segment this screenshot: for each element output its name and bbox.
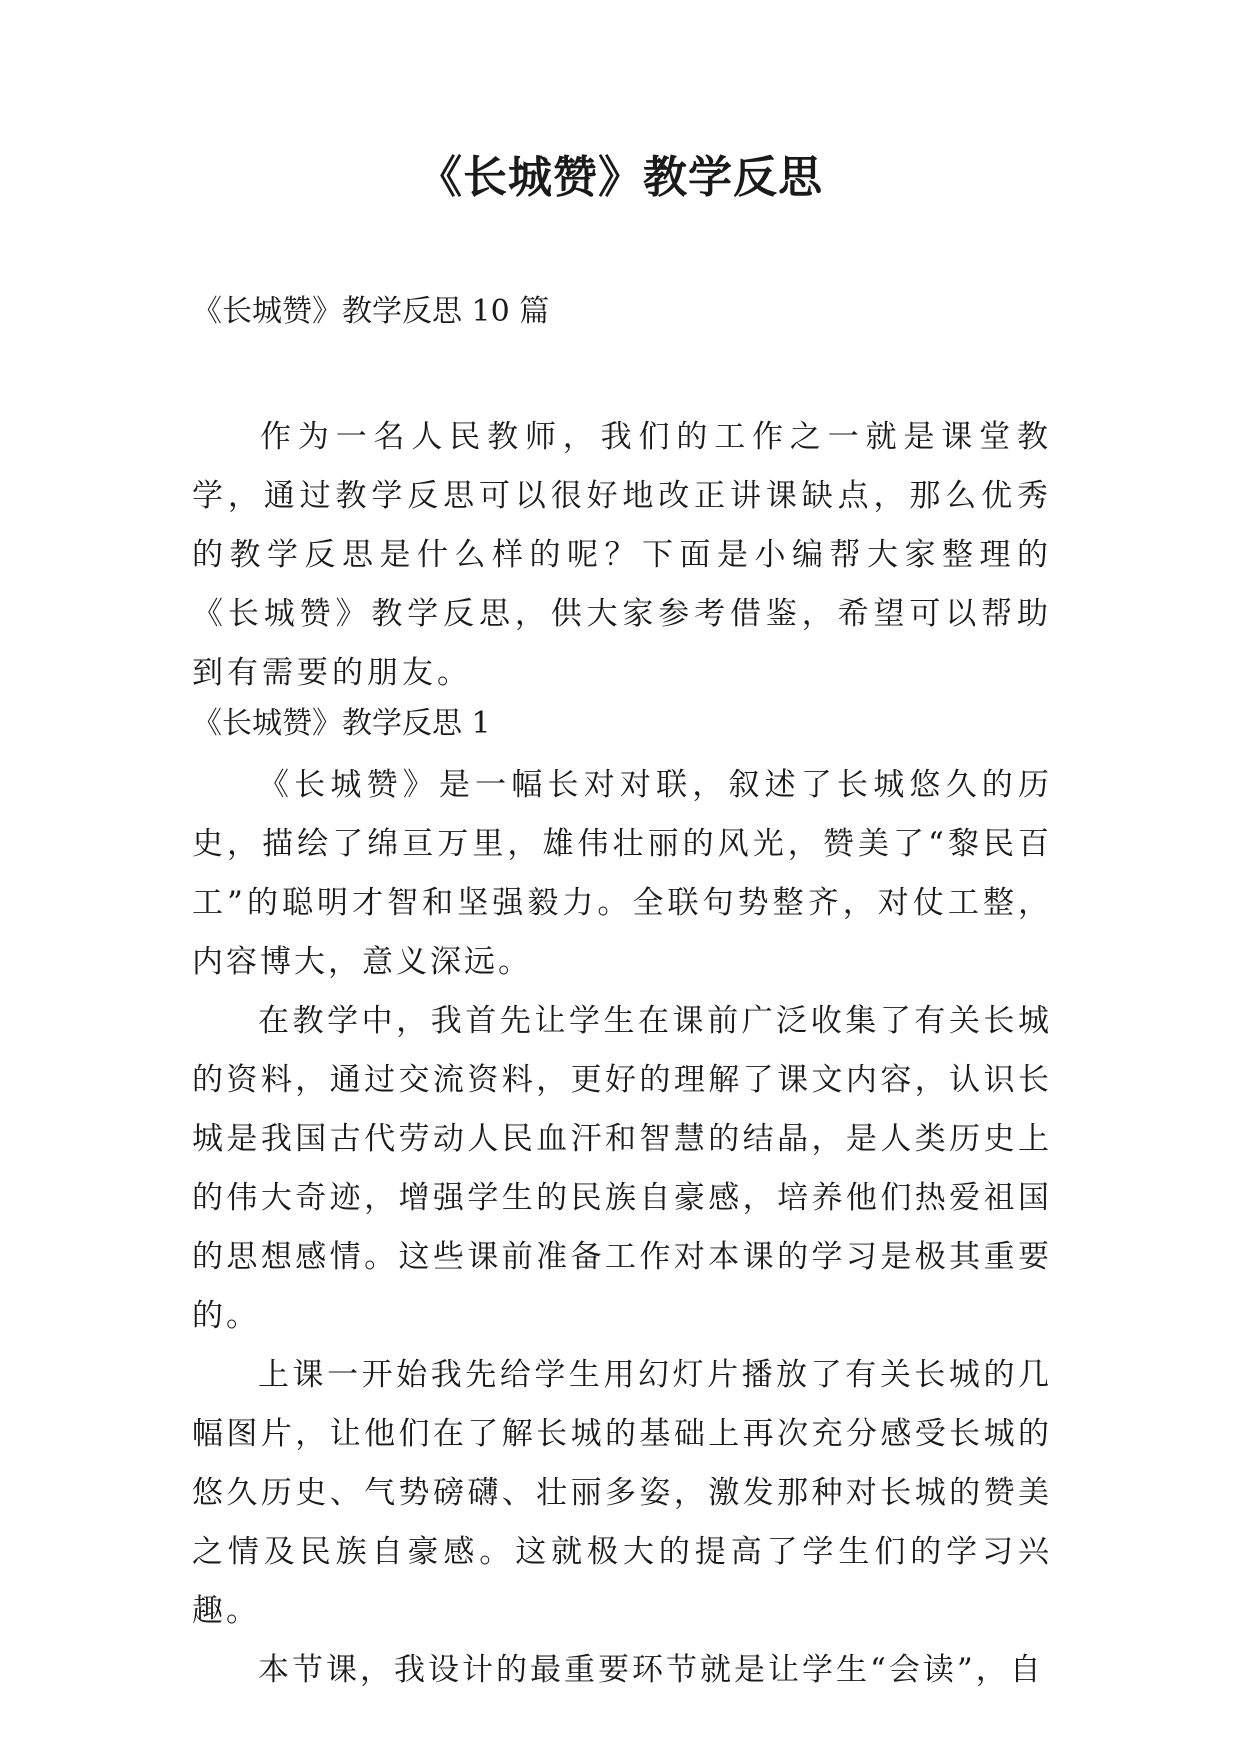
section-body [192, 756, 1052, 1700]
body-paragraph: 在教学中，我首先让学生在课前广泛收集了有关长城的资料，通过交流资料，更好的理解了课文内容，认识长城是我国古代劳动人民血汗和智慧的结晶，是人类历史上的伟大奇迹，增强学生的民族自豪感，培养他们热爱祖国的思想感情。这些课前准备工作对本课的学习是极其重要的。 [192, 1003, 1052, 1334]
body-paragraph: 本节课，我设计的最重要环节就是让学生“会读”，自 [258, 1652, 1044, 1688]
body-paragraph: 《长城赞》是一幅长对对联，叙述了长城悠久的历史，描绘了绵亘万里，雄伟壮丽的风光，赞美了“黎民百工”的聪明才智和坚强毅力。全联句势整齐，对仗工整，内容博大，意义深远。 [192, 767, 1052, 980]
section-heading: 《长城赞》教学反思 1 [192, 706, 491, 741]
intro-paragraph: 作为一名人民教师，我们的工作之一就是课堂教学，通过教学反思可以很好地改正讲课缺点，那么优秀的教学反思是什么样的呢？下面是小编帮大家整理的《长城赞》教学反思，供大家参考借鉴，希望可以帮助到有需要的朋友。 [192, 419, 1052, 691]
document-title: 《长城赞》教学反思 [418, 152, 823, 203]
body-paragraph: 上课一开始我先给学生用幻灯片播放了有关长城的几幅图片，让他们在了解长城的基础上再次充分感受长城的悠久历史、气势磅礴、壮丽多姿，激发那种对长城的赞美之情及民族自豪感。这就极大的提高了学生们的学习兴趣。 [192, 1357, 1052, 1629]
document-subtitle: 《长城赞》教学反思 10 篇 [192, 294, 550, 329]
